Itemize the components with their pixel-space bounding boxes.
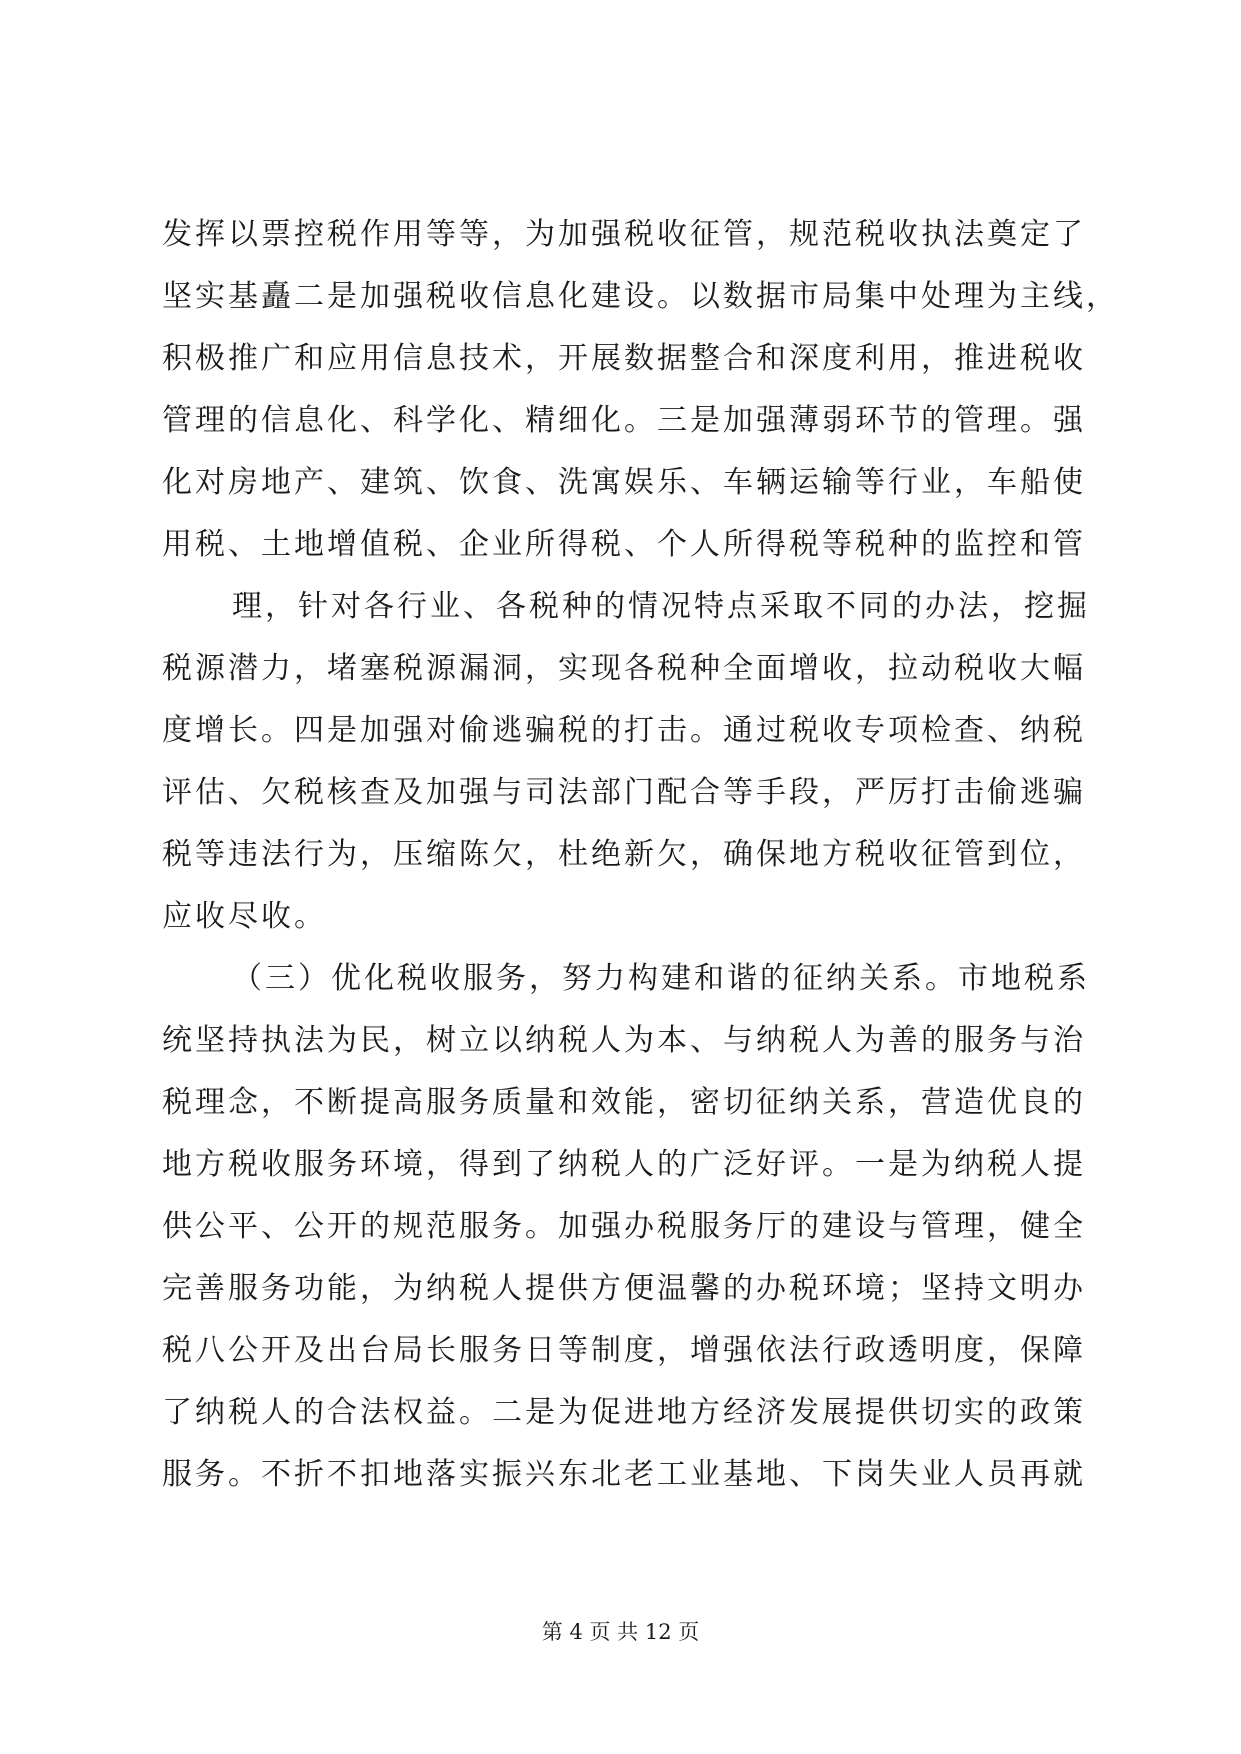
text-line: 积极推广和应用信息技术，开展数据整合和深度利用，推进税收	[162, 341, 1086, 376]
text-line: （三）优化税收服务，努力构建和谐的征纳关系。市地税系	[232, 961, 1090, 996]
text-line: 税等违法行为，压缩陈欠，杜绝新欠，确保地方税收征管到位，	[162, 837, 1086, 872]
text-line: 理，针对各行业、各税种的情况特点采取不同的办法，挖掘	[232, 589, 1090, 624]
text-line: 用税、土地增值税、企业所得税、个人所得税等税种的监控和管	[162, 527, 1086, 562]
text-line: 应收尽收。	[162, 899, 327, 934]
text-line: 服务。不折不扣地落实振兴东北老工业基地、下岗失业人员再就	[162, 1457, 1086, 1492]
text-line: 评估、欠税核查及加强与司法部门配合等手段，严厉打击偷逃骗	[162, 775, 1086, 810]
page-number-footer: 第 4 页 共 12 页	[541, 1620, 700, 1644]
text-line: 化对房地产、建筑、饮食、洗寓娱乐、车辆运输等行业，车船使	[162, 465, 1086, 500]
text-line: 统坚持执法为民，树立以纳税人为本、与纳税人为善的服务与治	[162, 1023, 1086, 1058]
text-line: 管理的信息化、科学化、精细化。三是加强薄弱环节的管理。强	[162, 403, 1086, 438]
body-text	[162, 204, 1122, 1506]
text-line: 发挥以票控税作用等等，为加强税收征管，规范税收执法奠定了	[162, 217, 1086, 252]
text-line: 完善服务功能，为纳税人提供方便温馨的办税环境；坚持文明办	[162, 1271, 1086, 1306]
text-line: 税理念，不断提高服务质量和效能，密切征纳关系，营造优良的	[162, 1085, 1086, 1120]
text-line: 地方税收服务环境，得到了纳税人的广泛好评。一是为纳税人提	[162, 1147, 1086, 1182]
text-line: 坚实基矗二是加强税收信息化建设。以数据市局集中处理为主线，	[162, 279, 1119, 314]
text-line: 税源潜力，堵塞税源漏洞，实现各税种全面增收，拉动税收大幅	[162, 651, 1086, 686]
text-line: 税八公开及出台局长服务日等制度，增强依法行政透明度，保障	[162, 1333, 1086, 1368]
text-line: 度增长。四是加强对偷逃骗税的打击。通过税收专项检查、纳税	[162, 713, 1086, 748]
text-line: 了纳税人的合法权益。二是为促进地方经济发展提供切实的政策	[162, 1395, 1086, 1430]
text-line: 供公平、公开的规范服务。加强办税服务厅的建设与管理，健全	[162, 1209, 1086, 1244]
